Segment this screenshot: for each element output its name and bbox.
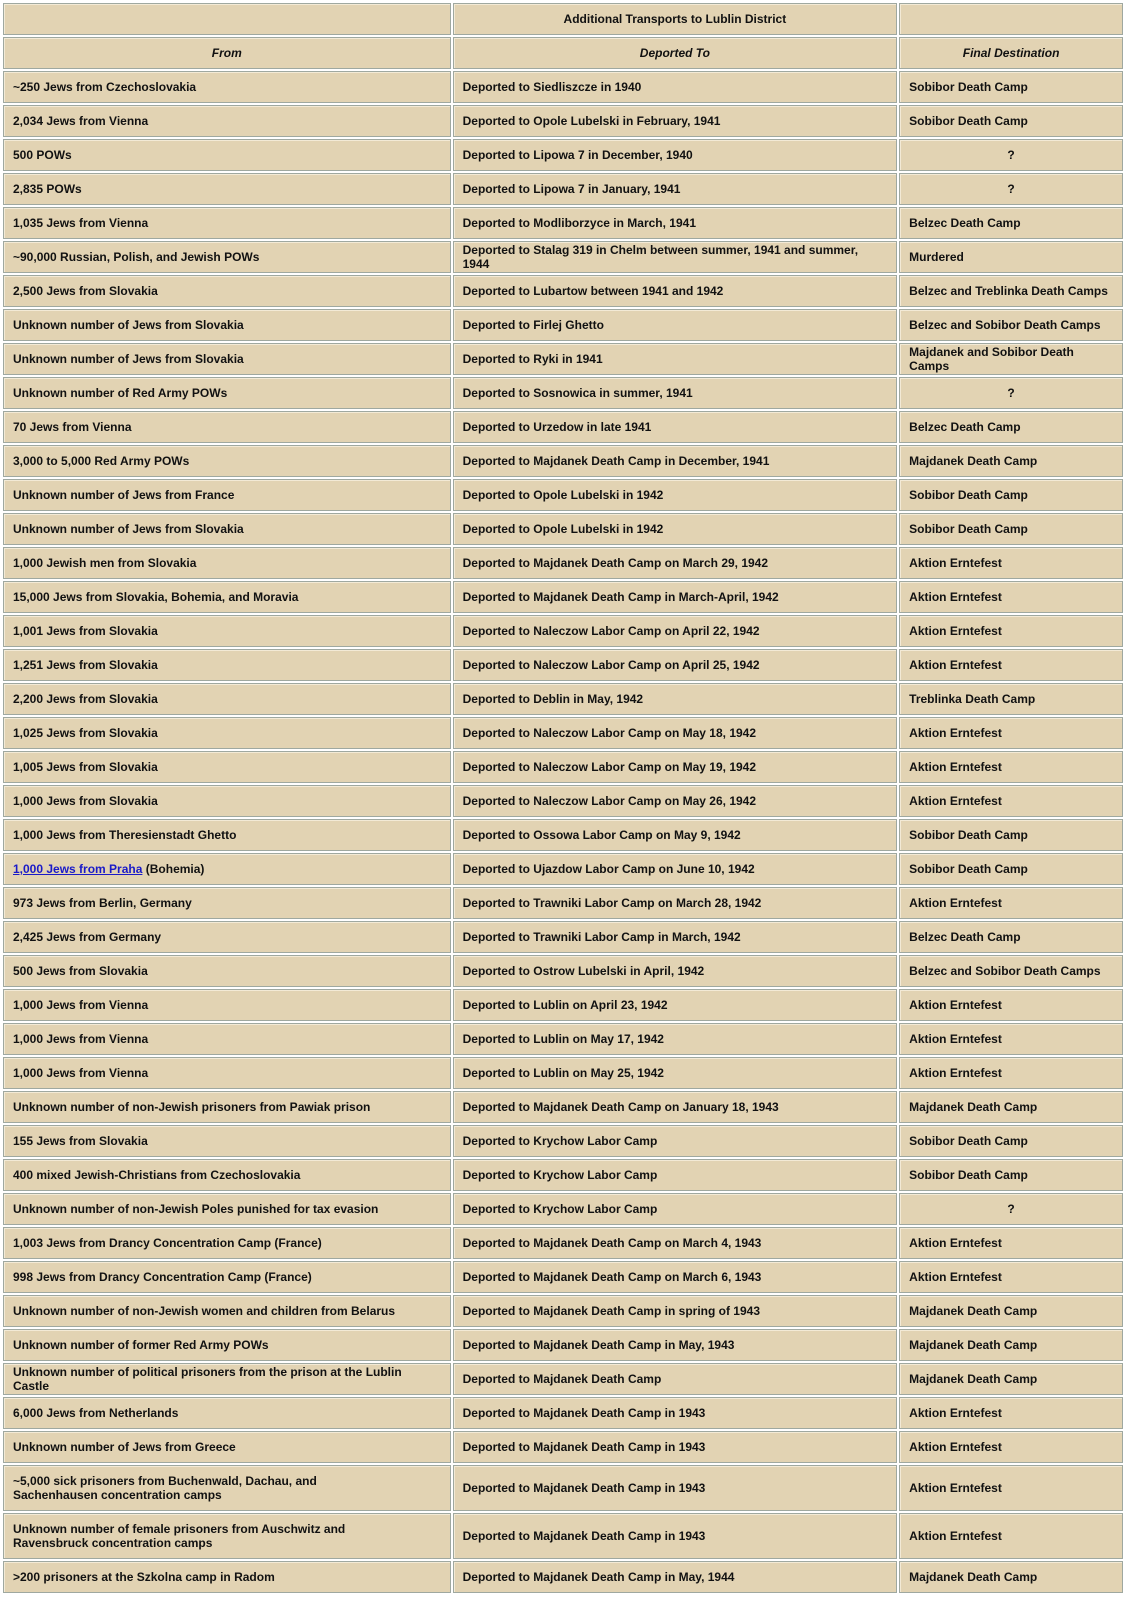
table-row: [3, 1227, 1123, 1259]
table-row: [3, 1397, 1123, 1429]
cell-final-destination: Aktion Erntefest: [899, 615, 1123, 647]
cell-final-destination: Belzec Death Camp: [899, 921, 1123, 953]
column-header-final-destination: Final Destination: [899, 37, 1123, 69]
cell-from: 3,000 to 5,000 Red Army POWs: [3, 445, 451, 477]
table-title: Additional Transports to Lublin District: [453, 3, 898, 35]
cell-final-destination: ?: [899, 173, 1123, 205]
cell-final-destination: Aktion Erntefest: [899, 547, 1123, 579]
cell-deported-to: Deported to Sosnowica in summer, 1941: [453, 377, 898, 409]
cell-from: 1,035 Jews from Vienna: [3, 207, 451, 239]
table-row: [3, 615, 1123, 647]
cell-final-destination: Aktion Erntefest: [899, 1261, 1123, 1293]
cell-from: [3, 1513, 451, 1559]
cell-from: [3, 1465, 451, 1511]
table-row: [3, 343, 1123, 375]
cell-final-destination: Aktion Erntefest: [899, 751, 1123, 783]
cell-final-destination: Murdered: [899, 241, 1123, 273]
cell-final-destination: Majdanek Death Camp: [899, 1329, 1123, 1361]
cell-final-destination: ?: [899, 1193, 1123, 1225]
cell-final-destination: Sobibor Death Camp: [899, 1125, 1123, 1157]
table-row: [3, 275, 1123, 307]
cell-deported-to: Deported to Majdanek Death Camp in May, 1944: [453, 1561, 898, 1593]
table-row: [3, 1431, 1123, 1463]
cell-from: Unknown number of Jews from Slovakia: [3, 343, 451, 375]
table-row: [3, 1091, 1123, 1123]
cell-from: ~250 Jews from Czechoslovakia: [3, 71, 451, 103]
cell-final-destination: Sobibor Death Camp: [899, 819, 1123, 851]
cell-final-destination: Belzec Death Camp: [899, 207, 1123, 239]
table-row: [3, 1363, 1123, 1395]
table-row: [3, 1465, 1123, 1511]
cell-final-destination: Belzec and Treblinka Death Camps: [899, 275, 1123, 307]
cell-deported-to: Deported to Majdanek Death Camp on March 29, 1942: [453, 547, 898, 579]
from-suffix: (Bohemia): [142, 862, 205, 876]
cell-deported-to: Deported to Majdanek Death Camp: [453, 1363, 898, 1395]
cell-deported-to: Deported to Krychow Labor Camp: [453, 1159, 898, 1191]
cell-deported-to: Deported to Majdanek Death Camp in December, 1941: [453, 445, 898, 477]
cell-deported-to: Deported to Majdanek Death Camp in 1943: [453, 1513, 898, 1559]
cell-deported-to: Deported to Lublin on May 25, 1942: [453, 1057, 898, 1089]
cell-deported-to: Deported to Modliborzyce in March, 1941: [453, 207, 898, 239]
cell-deported-to: Deported to Majdanek Death Camp in spring of 1943: [453, 1295, 898, 1327]
cell-from: Unknown number of political prisoners from the prison at the Lublin Castle: [3, 1363, 451, 1395]
cell-deported-to: Deported to Opole Lubelski in 1942: [453, 479, 898, 511]
table-row: [3, 1159, 1123, 1191]
cell-from: Unknown number of Red Army POWs: [3, 377, 451, 409]
cell-final-destination: ?: [899, 139, 1123, 171]
cell-deported-to: Deported to Lipowa 7 in January, 1941: [453, 173, 898, 205]
column-header-deported-to: Deported To: [453, 37, 898, 69]
cell-from: 15,000 Jews from Slovakia, Bohemia, and Moravia: [3, 581, 451, 613]
cell-final-destination: Belzec and Sobibor Death Camps: [899, 955, 1123, 987]
cell-from: 2,500 Jews from Slovakia: [3, 275, 451, 307]
cell-from: >200 prisoners at the Szkolna camp in Radom: [3, 1561, 451, 1593]
cell-deported-to: Deported to Lipowa 7 in December, 1940: [453, 139, 898, 171]
cell-deported-to: Deported to Lubartow between 1941 and 1942: [453, 275, 898, 307]
table-row: [3, 649, 1123, 681]
cell-deported-to: Deported to Krychow Labor Camp: [453, 1193, 898, 1225]
cell-from: 1,000 Jewish men from Slovakia: [3, 547, 451, 579]
cell-from: 500 Jews from Slovakia: [3, 955, 451, 987]
table-row: [3, 581, 1123, 613]
cell-deported-to: Deported to Naleczow Labor Camp on May 18, 1942: [453, 717, 898, 749]
cell-deported-to: Deported to Majdanek Death Camp on March 6, 1943: [453, 1261, 898, 1293]
cell-final-destination: Aktion Erntefest: [899, 785, 1123, 817]
cell-final-destination: Sobibor Death Camp: [899, 853, 1123, 885]
table-row: [3, 241, 1123, 273]
from-line: Ravensbruck concentration camps: [13, 1536, 213, 1550]
cell-final-destination: Aktion Erntefest: [899, 1227, 1123, 1259]
table-row: [3, 1261, 1123, 1293]
from-line: ~5,000 sick prisoners from Buchenwald, Dachau, and: [13, 1474, 317, 1488]
table-row: [3, 1513, 1123, 1559]
table-row: [3, 717, 1123, 749]
cell-from: 1,000 Jews from Vienna: [3, 1023, 451, 1055]
title-cell-blank-right: [899, 3, 1123, 35]
cell-final-destination: Majdanek Death Camp: [899, 1363, 1123, 1395]
table-row: [3, 71, 1123, 103]
table-row: [3, 1561, 1123, 1593]
table-row: [3, 1295, 1123, 1327]
cell-from: [3, 853, 451, 885]
cell-final-destination: Aktion Erntefest: [899, 989, 1123, 1021]
table-row: [3, 1193, 1123, 1225]
table-title-row: [3, 3, 1123, 35]
transports-table: [1, 1, 1125, 1595]
table-row: [3, 1329, 1123, 1361]
cell-from: ~90,000 Russian, Polish, and Jewish POWs: [3, 241, 451, 273]
cell-final-destination: Sobibor Death Camp: [899, 71, 1123, 103]
cell-from: Unknown number of Jews from Greece: [3, 1431, 451, 1463]
cell-from: 2,034 Jews from Vienna: [3, 105, 451, 137]
table-row: [3, 411, 1123, 443]
cell-deported-to: Deported to Majdanek Death Camp on January 18, 1943: [453, 1091, 898, 1123]
cell-from: Unknown number of non-Jewish prisoners from Pawiak prison: [3, 1091, 451, 1123]
cell-final-destination: Sobibor Death Camp: [899, 1159, 1123, 1191]
column-header-from: From: [3, 37, 451, 69]
table-row: [3, 1023, 1123, 1055]
cell-final-destination: Aktion Erntefest: [899, 1431, 1123, 1463]
cell-from: Unknown number of non-Jewish women and children from Belarus: [3, 1295, 451, 1327]
cell-deported-to: Deported to Naleczow Labor Camp on April 22, 1942: [453, 615, 898, 647]
table-row: [3, 1125, 1123, 1157]
cell-from: 70 Jews from Vienna: [3, 411, 451, 443]
cell-final-destination: Aktion Erntefest: [899, 887, 1123, 919]
table-row: [3, 513, 1123, 545]
table-row: [3, 683, 1123, 715]
table-row: [3, 309, 1123, 341]
cell-deported-to: Deported to Siedliszcze in 1940: [453, 71, 898, 103]
cell-final-destination: Aktion Erntefest: [899, 1057, 1123, 1089]
cell-from: 998 Jews from Drancy Concentration Camp (France): [3, 1261, 451, 1293]
cell-deported-to: Deported to Lublin on April 23, 1942: [453, 989, 898, 1021]
cell-from: 1,005 Jews from Slovakia: [3, 751, 451, 783]
cell-from: Unknown number of former Red Army POWs: [3, 1329, 451, 1361]
cell-final-destination: Treblinka Death Camp: [899, 683, 1123, 715]
table-row: [3, 377, 1123, 409]
table-row: [3, 1057, 1123, 1089]
cell-deported-to: Deported to Ossowa Labor Camp on May 9, 1942: [453, 819, 898, 851]
cell-from: 6,000 Jews from Netherlands: [3, 1397, 451, 1429]
cell-deported-to: Deported to Naleczow Labor Camp on May 26, 1942: [453, 785, 898, 817]
cell-from: Unknown number of Jews from Slovakia: [3, 309, 451, 341]
cell-from: 1,025 Jews from Slovakia: [3, 717, 451, 749]
cell-from: 1,000 Jews from Vienna: [3, 1057, 451, 1089]
table-row: [3, 751, 1123, 783]
cell-final-destination: Aktion Erntefest: [899, 1397, 1123, 1429]
cell-final-destination: Majdanek and Sobibor Death Camps: [899, 343, 1123, 375]
cell-final-destination: Aktion Erntefest: [899, 717, 1123, 749]
cell-deported-to: Deported to Krychow Labor Camp: [453, 1125, 898, 1157]
cell-deported-to: Deported to Majdanek Death Camp in March-April, 1942: [453, 581, 898, 613]
cell-from: 1,000 Jews from Theresienstadt Ghetto: [3, 819, 451, 851]
cell-deported-to: Deported to Lublin on May 17, 1942: [453, 1023, 898, 1055]
cell-deported-to: Deported to Trawniki Labor Camp in March, 1942: [453, 921, 898, 953]
from-link[interactable]: 1,000 Jews from Praha: [13, 862, 143, 876]
cell-deported-to: Deported to Naleczow Labor Camp on April 25, 1942: [453, 649, 898, 681]
cell-deported-to: Deported to Majdanek Death Camp in 1943: [453, 1465, 898, 1511]
cell-final-destination: Belzec and Sobibor Death Camps: [899, 309, 1123, 341]
cell-from: Unknown number of non-Jewish Poles punished for tax evasion: [3, 1193, 451, 1225]
cell-from: Unknown number of Jews from Slovakia: [3, 513, 451, 545]
cell-final-destination: Belzec Death Camp: [899, 411, 1123, 443]
cell-final-destination: Majdanek Death Camp: [899, 1561, 1123, 1593]
table-row: [3, 105, 1123, 137]
cell-from: 1,000 Jews from Vienna: [3, 989, 451, 1021]
cell-deported-to: Deported to Ujazdow Labor Camp on June 10, 1942: [453, 853, 898, 885]
table-row: [3, 479, 1123, 511]
cell-deported-to: Deported to Firlej Ghetto: [453, 309, 898, 341]
cell-from: 1,001 Jews from Slovakia: [3, 615, 451, 647]
cell-deported-to: Deported to Stalag 319 in Chelm between summer, 1941 and summer, 1944: [453, 241, 898, 273]
cell-final-destination: Aktion Erntefest: [899, 649, 1123, 681]
cell-deported-to: Deported to Majdanek Death Camp on March 4, 1943: [453, 1227, 898, 1259]
cell-from: 973 Jews from Berlin, Germany: [3, 887, 451, 919]
table-row: [3, 989, 1123, 1021]
cell-final-destination: Majdanek Death Camp: [899, 1091, 1123, 1123]
cell-deported-to: Deported to Majdanek Death Camp in 1943: [453, 1431, 898, 1463]
cell-deported-to: Deported to Opole Lubelski in February, 1941: [453, 105, 898, 137]
table-row: [3, 921, 1123, 953]
cell-deported-to: Deported to Deblin in May, 1942: [453, 683, 898, 715]
cell-from: 2,200 Jews from Slovakia: [3, 683, 451, 715]
table-row: [3, 955, 1123, 987]
cell-deported-to: Deported to Naleczow Labor Camp on May 19, 1942: [453, 751, 898, 783]
cell-from: 2,835 POWs: [3, 173, 451, 205]
cell-from: 500 POWs: [3, 139, 451, 171]
cell-deported-to: Deported to Urzedow in late 1941: [453, 411, 898, 443]
table-row: [3, 785, 1123, 817]
cell-from: 155 Jews from Slovakia: [3, 1125, 451, 1157]
table-row: [3, 173, 1123, 205]
table-row: [3, 853, 1123, 885]
cell-deported-to: Deported to Trawniki Labor Camp on March 28, 1942: [453, 887, 898, 919]
cell-final-destination: Aktion Erntefest: [899, 1023, 1123, 1055]
cell-from: 400 mixed Jewish-Christians from Czechoslovakia: [3, 1159, 451, 1191]
cell-final-destination: Sobibor Death Camp: [899, 513, 1123, 545]
cell-deported-to: Deported to Majdanek Death Camp in May, 1943: [453, 1329, 898, 1361]
cell-from: 1,003 Jews from Drancy Concentration Camp (France): [3, 1227, 451, 1259]
cell-from: 1,000 Jews from Slovakia: [3, 785, 451, 817]
cell-from: 1,251 Jews from Slovakia: [3, 649, 451, 681]
cell-final-destination: Aktion Erntefest: [899, 581, 1123, 613]
cell-deported-to: Deported to Ryki in 1941: [453, 343, 898, 375]
cell-deported-to: Deported to Majdanek Death Camp in 1943: [453, 1397, 898, 1429]
cell-deported-to: Deported to Opole Lubelski in 1942: [453, 513, 898, 545]
from-line: Sachenhausen concentration camps: [13, 1488, 222, 1502]
cell-final-destination: Aktion Erntefest: [899, 1513, 1123, 1559]
table-row: [3, 819, 1123, 851]
cell-final-destination: Majdanek Death Camp: [899, 1295, 1123, 1327]
table-row: [3, 139, 1123, 171]
table-row: [3, 207, 1123, 239]
cell-final-destination: Aktion Erntefest: [899, 1465, 1123, 1511]
cell-deported-to: Deported to Ostrow Lubelski in April, 1942: [453, 955, 898, 987]
cell-from: Unknown number of Jews from France: [3, 479, 451, 511]
cell-final-destination: Sobibor Death Camp: [899, 105, 1123, 137]
title-cell-blank-left: [3, 3, 451, 35]
cell-final-destination: Majdanek Death Camp: [899, 445, 1123, 477]
cell-from: 2,425 Jews from Germany: [3, 921, 451, 953]
from-line: Unknown number of female prisoners from Auschwitz and: [13, 1522, 346, 1536]
cell-final-destination: ?: [899, 377, 1123, 409]
table-row: [3, 887, 1123, 919]
table-header-row: [3, 37, 1123, 69]
table-row: [3, 445, 1123, 477]
cell-final-destination: Sobibor Death Camp: [899, 479, 1123, 511]
table-row: [3, 547, 1123, 579]
